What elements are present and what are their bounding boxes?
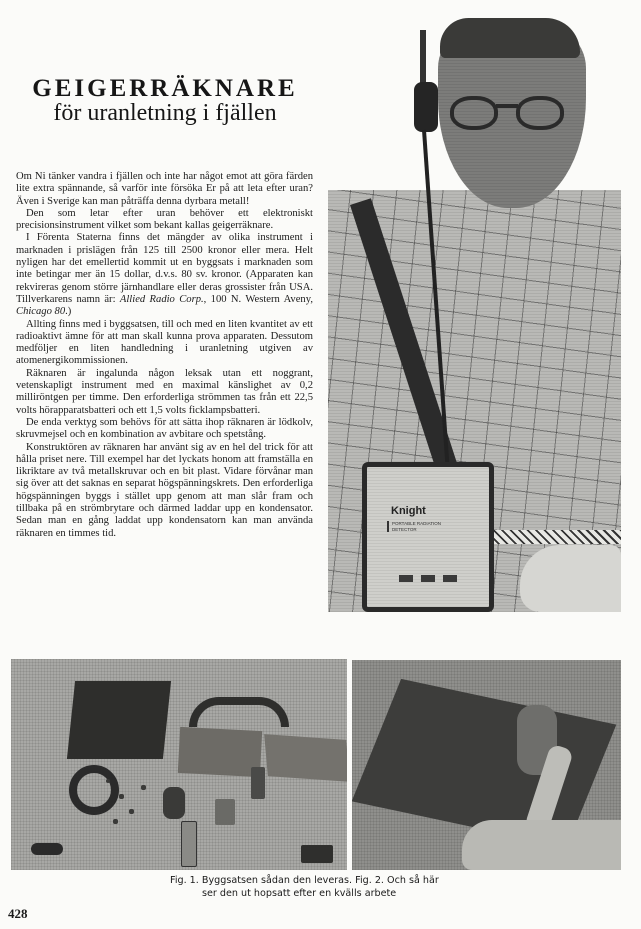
- device-switch: [421, 575, 435, 582]
- page-number: 428: [8, 906, 28, 921]
- kit-panel: [264, 734, 347, 782]
- kit-battery: [301, 845, 333, 863]
- kit-socket: [31, 843, 63, 855]
- figure-caption: [160, 874, 480, 900]
- paragraph: Konstruktören av räknaren har använt sig av en hel del trick för att hålla priset nere. Till exempel har det lyckats honom att framställa en likriktare av två metallskruvar och en bit plast. Vidare förvånar man sig över att det saknas en separat högspänningskrets. Den erforderliga högspänningen byggs i stället upp genom att man slår fram och tillbaka på en strömbrytare och därmed laddar upp en kondensator. Sedan man en gång laddat upp kondensatorn kan man använda räknaren en timmes tid.: [16, 441, 313, 539]
- kit-component: [141, 785, 146, 790]
- hair: [440, 18, 580, 58]
- paragraph: Om Ni tänker vandra i fjällen och inte har något emot att göra färden lite extra spännande, så varför inte försöka Er på att leta efter uran? Även i Sverige kan man påträffa denna dyrbara metall!: [16, 171, 313, 207]
- hand: [462, 820, 621, 870]
- radiation-detector-device: [362, 462, 494, 612]
- paragraph: Allting finns med i byggsatsen, till och med en liten kvantitet av ett radioaktivt ämne för att man skall kunna prova apparaten. Dessutom medföljer en liten handledning i uranletning utgiven av atomenergikommissionen.: [16, 318, 313, 367]
- kit-component: [106, 779, 110, 783]
- manufacturer-city: Chicago 80: [16, 306, 66, 318]
- kit-component: [129, 809, 134, 814]
- kit-battery: [251, 767, 265, 799]
- paragraph-text: I Förenta Staterna finns det mängder av olika instrument i marknaden i prislägen från 125 till 2500 kronor eller mera. Helt nyligen har det emellertid kommit ut en byggsats i marknaden som inte betingar mer än 15 dollar, d.v.s. 80 sv. kronor. (Apparaten kan rekvireras genom större järnhandlare eller deras grossister från USA. Tillverkarens namn är:: [16, 232, 313, 305]
- paragraph: Den som letar efter uran behöver ett elektroniskt precisionsinstrument vilket som bekant kallas geigerräknare.: [16, 207, 313, 232]
- device-switch: [443, 575, 457, 582]
- device-label: PORTABLE RADIATION DETECTOR: [387, 521, 444, 532]
- kit-parts-photo: [11, 659, 347, 870]
- headphone-band: [420, 30, 426, 86]
- glasses-icon: [450, 96, 580, 134]
- article-subtitle: för uranletning i fjällen: [53, 100, 277, 126]
- kit-case: [67, 681, 171, 759]
- caption-line: ser den ut hopsatt efter en kvälls arbete: [202, 888, 397, 899]
- kit-capacitor: [163, 787, 185, 819]
- caption-line: Fig. 1. Byggsatsen sådan den leveras. Fig. 2. Och så här: [170, 875, 439, 886]
- manufacturer-closing: .): [65, 306, 72, 318]
- paragraph: De enda verktyg som behövs för att sätta ihop räknaren är lödkolv, skruvmejsel och en kombination av avbitare och spetstång.: [16, 416, 313, 441]
- article-body: [16, 171, 313, 540]
- earphone-icon: [414, 82, 438, 132]
- kit-component: [119, 794, 124, 799]
- manufacturer-address: , 100 N. Western Aveny,: [203, 293, 313, 305]
- kit-tube: [181, 821, 197, 867]
- kit-handle: [189, 697, 289, 727]
- device-brand: Knight: [391, 505, 426, 517]
- device-switch: [399, 575, 413, 582]
- article-title: GEIGERRÄKNARE: [32, 74, 298, 102]
- kit-transformer: [215, 799, 235, 825]
- manufacturer-name: Allied Radio Corp.: [119, 293, 204, 305]
- belt: [492, 530, 621, 544]
- kit-component: [113, 819, 118, 824]
- kit-earphone: [69, 765, 119, 815]
- paragraph: Räknaren är ingalunda någon leksak utan ett noggrant, vetenskapligt instrument med en maximal känslighet av 0,2 milliröntgen per timme. Den erforderliga strömmen tas från ett 22,5 volts hörapparatsbatteri och ett 1,5 volts ficklampsbatteri.: [16, 367, 313, 416]
- paragraph-with-manufacturer: [16, 232, 313, 318]
- assembled-counter-photo: [352, 660, 621, 870]
- kit-panel: [178, 727, 262, 777]
- hand: [520, 545, 621, 612]
